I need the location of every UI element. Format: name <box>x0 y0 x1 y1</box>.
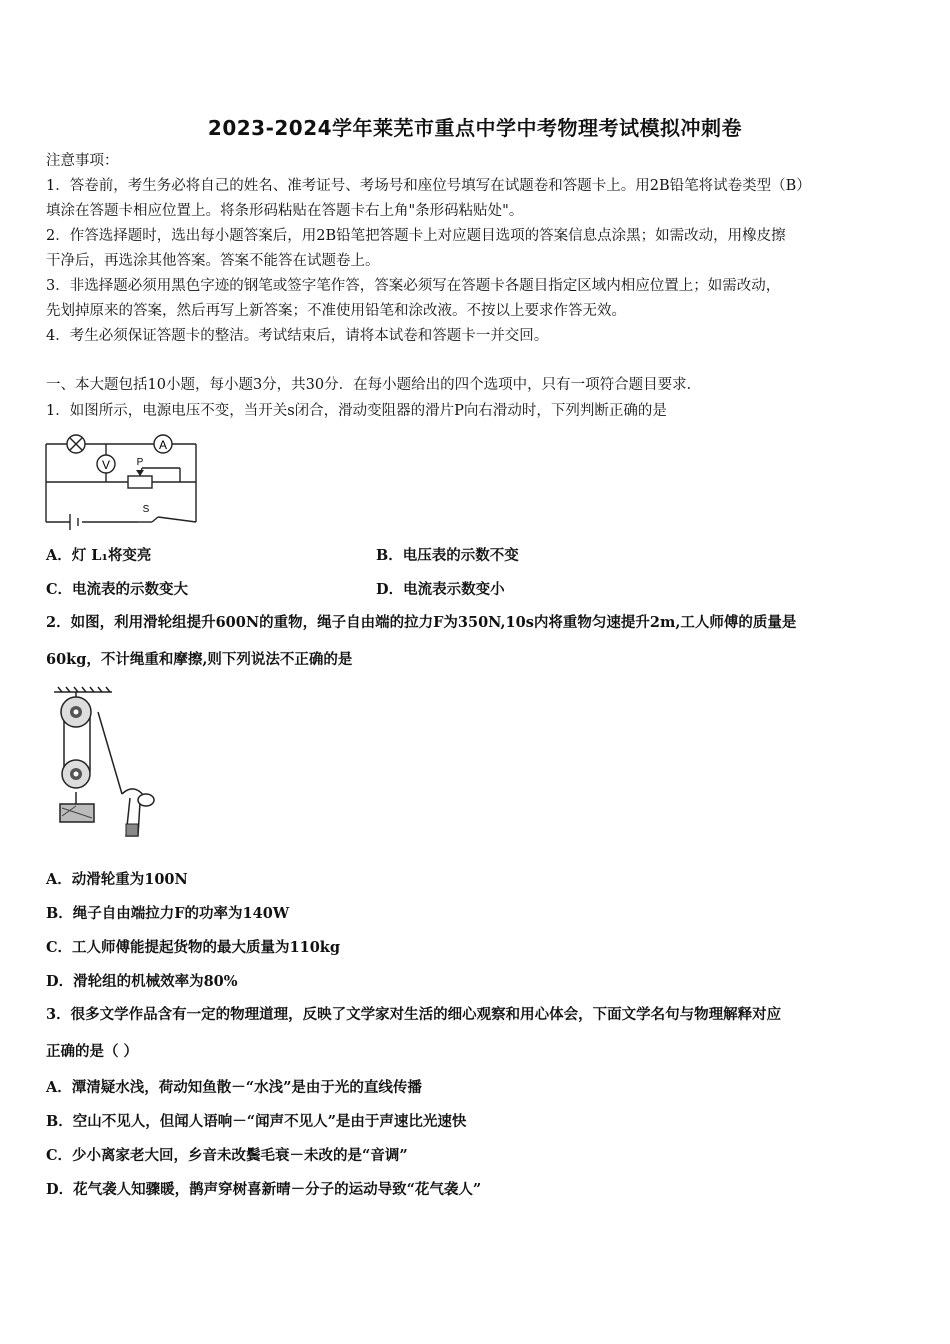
notice-line: 1．答卷前，考生务必将自己的姓名、准考证号、考场号和座位号填写在试题卷和答题卡上。用2B铅笔将试卷类型（B） <box>46 178 811 194</box>
q2-option-c: C．工人师傅能提起货物的最大质量为110kg <box>46 939 340 956</box>
weight-icon <box>60 804 94 822</box>
pulley-diagram <box>52 686 156 842</box>
notice-line: 3．非选择题必须用黑色字迹的钢笔或签字笔作答，答案必须写在答题卡各题目指定区域内相应位置上；如需改动， <box>46 278 781 294</box>
movable-pulley-icon <box>62 760 90 788</box>
q3-option-b: B．空山不见人，但闻人语响－“闻声不见人”是由于声速比光速快 <box>46 1113 467 1130</box>
fixed-pulley-icon <box>61 697 91 727</box>
notice-line: 干净后，再选涂其他答案。答案不能答在试题卷上。 <box>46 253 380 269</box>
notice-line: 填涂在答题卡相应位置上。将条形码粘贴在答题卡右上角"条形码粘贴处"。 <box>46 203 524 219</box>
q2-option-a: A．动滑轮重为100N <box>46 871 188 888</box>
section-heading: 一、本大题包括10小题，每小题3分，共30分．在每小题给出的四个选项中，只有一项符合题目要求． <box>46 377 702 393</box>
q1-option-d: D．电流表示数变小 <box>376 581 505 598</box>
notice-line: 先划掉原来的答案，然后再写上新答案；不准使用铅笔和涂改液。不按以上要求作答无效。 <box>46 303 626 319</box>
circuit-diagram <box>42 430 202 530</box>
q1-option-b: B．电压表的示数不变 <box>376 547 519 564</box>
q3-option-a: A．潭清疑水浅，荷动知鱼散－“水浅”是由于光的直线传播 <box>46 1079 422 1096</box>
voltmeter-label: V <box>101 458 111 472</box>
voltmeter-icon <box>97 455 115 473</box>
page-title: 2023-2024学年莱芜市重点中学中考物理考试模拟冲刺卷 <box>207 116 743 140</box>
ammeter-label: A <box>158 438 168 452</box>
q1-option-c: C．电流表的示数变大 <box>46 581 189 598</box>
question-3-stem: 3．很多文学作品含有一定的物理道理，反映了文学家对生活的细心观察和用心体会，下面文学名句与物理解释对应 <box>46 1006 782 1023</box>
rheostat-icon <box>128 476 152 488</box>
notice-heading: 注意事项： <box>46 153 119 169</box>
q2-option-d: D．滑轮组的机械效率为80% <box>46 973 238 990</box>
question-3-stem-cont: 正确的是（ ） <box>46 1043 139 1060</box>
question-1-stem: 1．如图所示，电源电压不变，当开关s闭合，滑动变阻器的滑片P向右滑动时，下列判断正确的是 <box>46 403 667 419</box>
question-2-stem: 2．如图，利用滑轮组提升600N的重物，绳子自由端的拉力F为350N,10s内将重物匀速提升2m,工人师傅的质量是 <box>46 614 797 631</box>
ammeter-icon <box>154 435 172 453</box>
q1-option-a: A．灯 L₁将变亮 <box>46 547 152 564</box>
switch-label: S <box>142 504 150 515</box>
slider-label: P <box>136 457 144 468</box>
q2-option-b: B．绳子自由端拉力F的功率为140W <box>46 905 290 922</box>
q3-option-c: C．少小离家老大回，乡音未改鬓毛衰－未改的是“音调” <box>46 1147 408 1164</box>
slider-arrow-icon <box>136 470 144 476</box>
question-2-stem-cont: 60kg，不计绳重和摩擦,则下列说法不正确的是 <box>46 651 353 668</box>
notice-line: 2．作答选择题时，选出每小题答案后，用2B铅笔把答题卡上对应题目选项的答案信息点涂黑；如需改动，用橡皮擦 <box>46 228 786 244</box>
lamp-icon <box>67 435 85 453</box>
notice-line: 4．考生必须保证答题卡的整洁。考试结束后，请将本试卷和答题卡一并交回。 <box>46 328 549 344</box>
q3-option-d: D．花气袭人知骤暖，鹊声穿树喜新晴－分子的运动导致“花气袭人” <box>46 1181 482 1198</box>
